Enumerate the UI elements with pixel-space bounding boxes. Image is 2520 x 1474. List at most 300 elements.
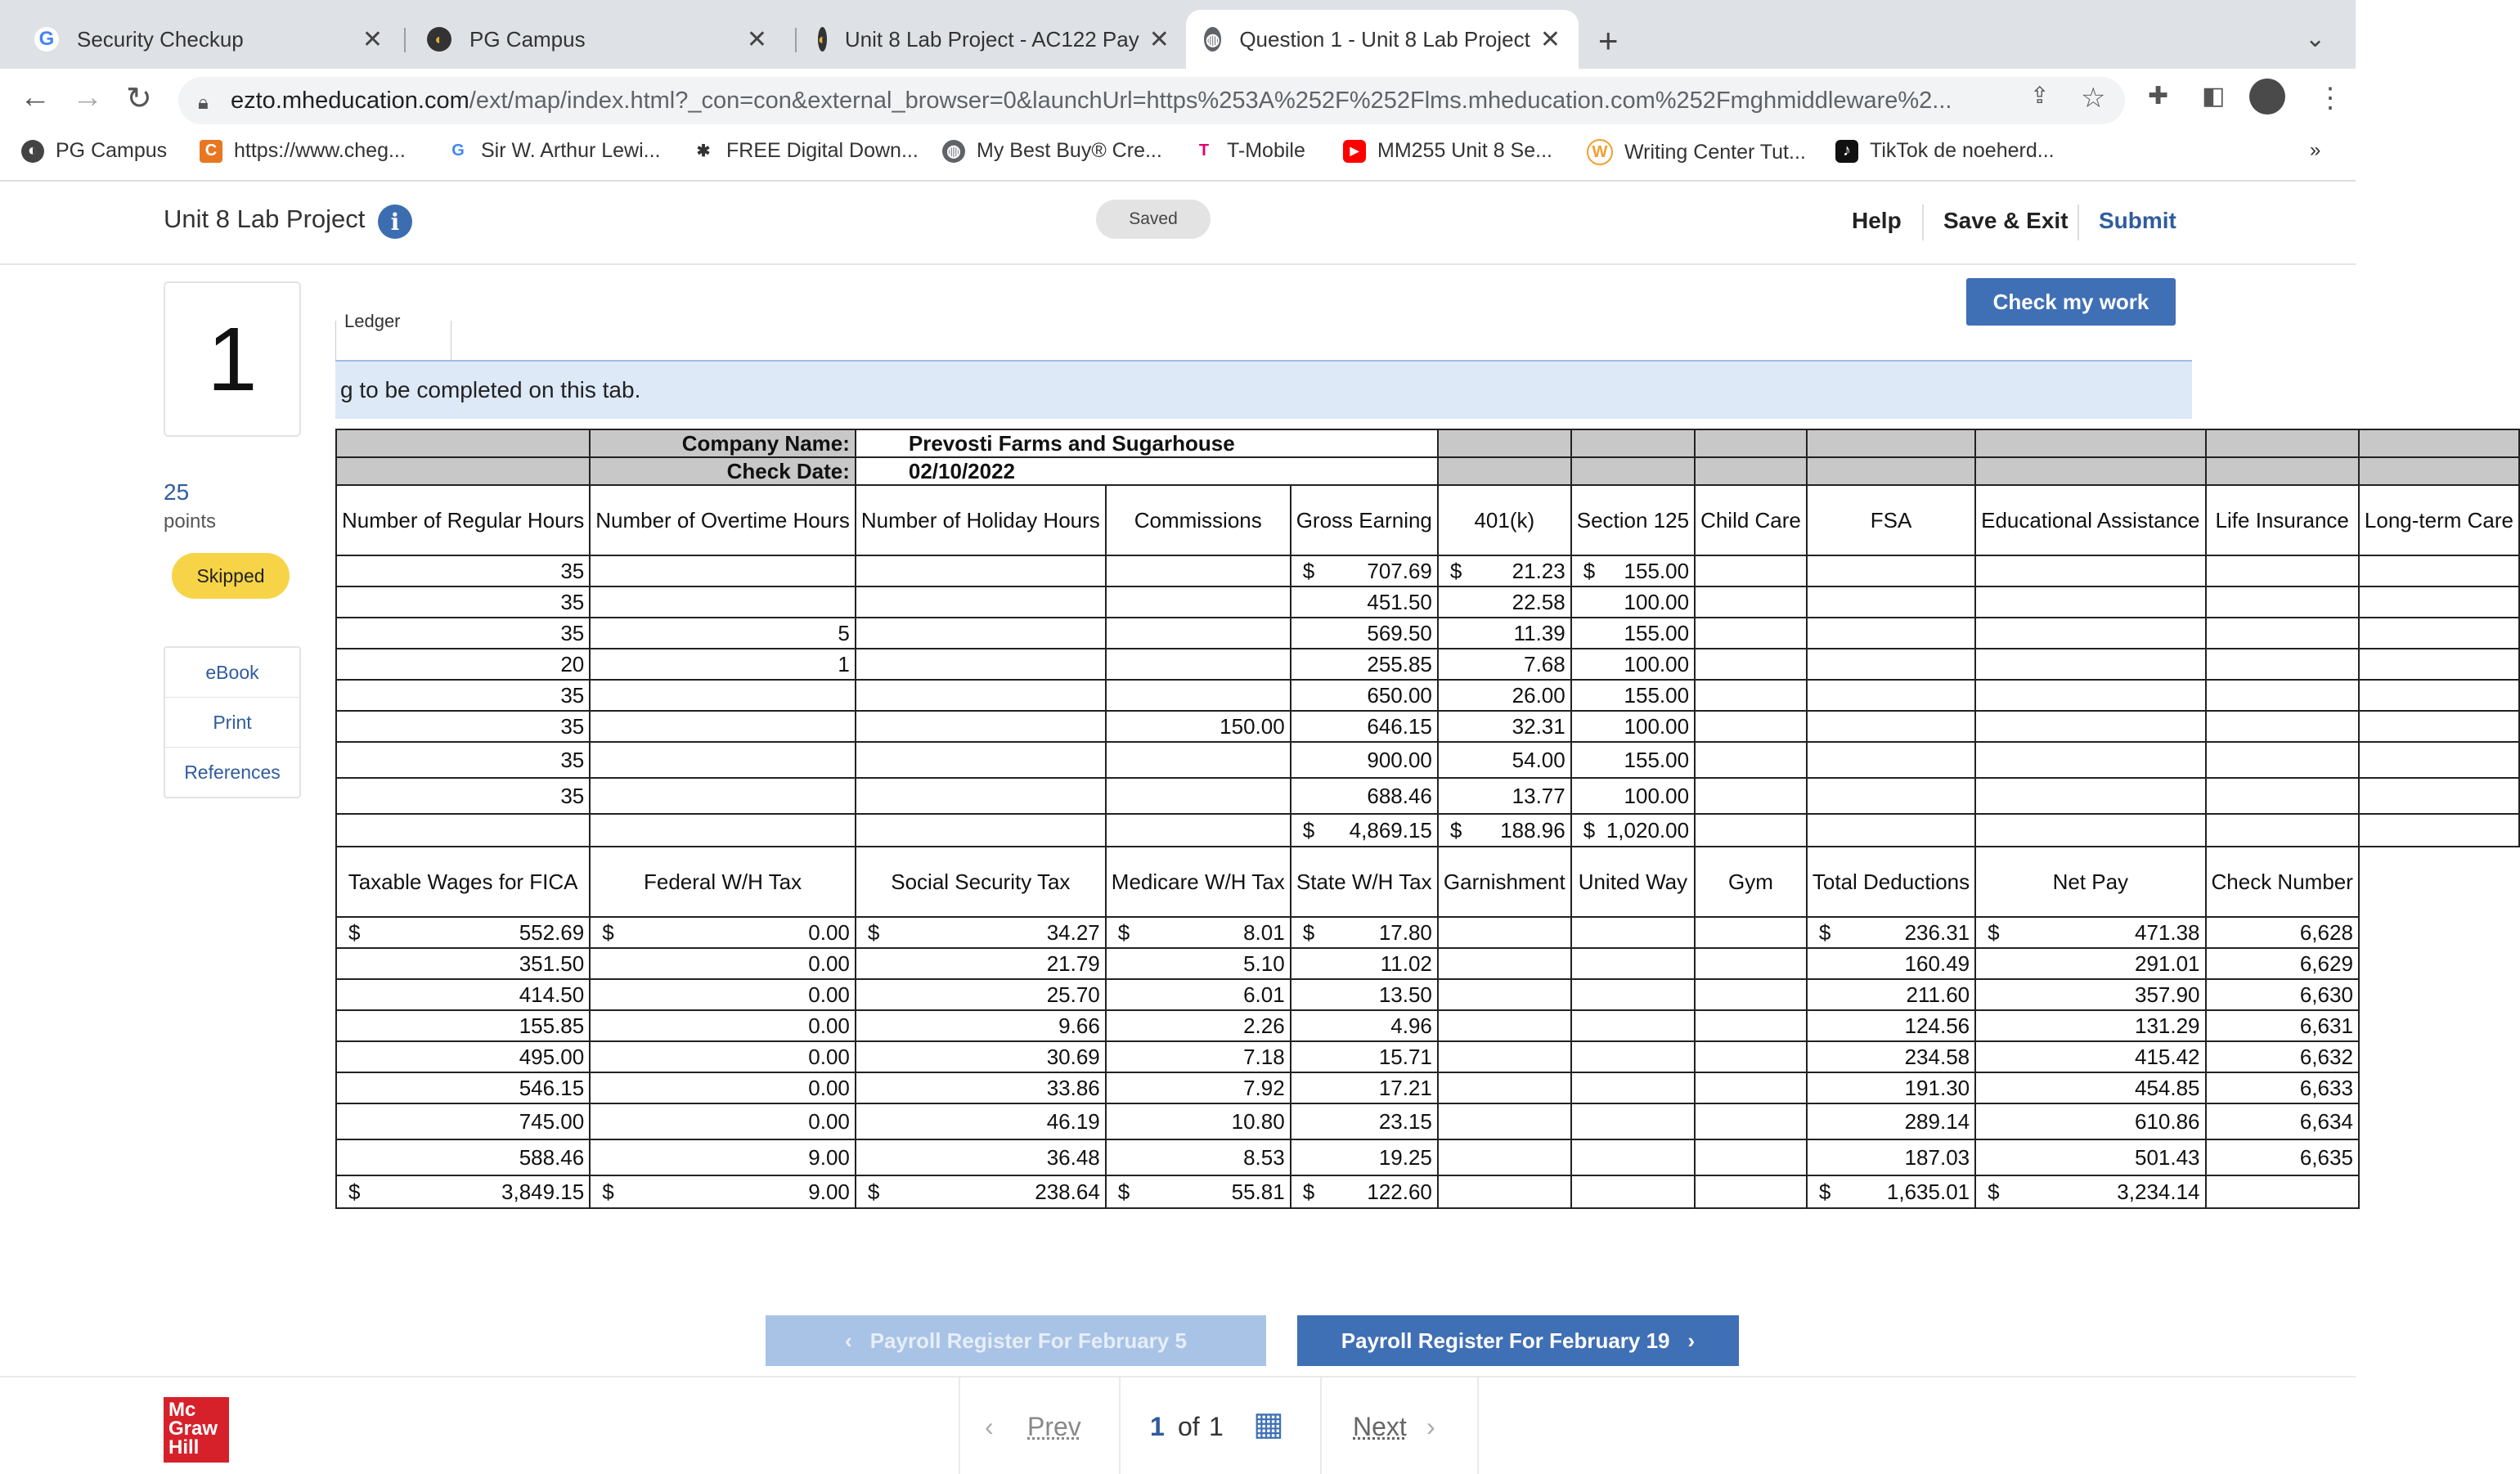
- input-cell[interactable]: [1291, 586, 1438, 618]
- ebook-link[interactable]: eBook: [165, 648, 299, 698]
- input-cell[interactable]: [2206, 649, 2359, 680]
- company-name-label: [590, 429, 856, 457]
- input-cell[interactable]: [1106, 742, 1291, 778]
- input-cell[interactable]: [1975, 778, 2205, 814]
- cell-value: Section 125: [1576, 507, 1690, 533]
- input-cell[interactable]: [856, 1010, 1106, 1041]
- cell-value: 188.96: [1500, 817, 1565, 843]
- cell-value: 588.46: [519, 1144, 585, 1170]
- input-cell[interactable]: [1975, 711, 2205, 742]
- input-cell[interactable]: [1571, 778, 1695, 814]
- input-cell[interactable]: [336, 555, 590, 586]
- input-cell[interactable]: [1571, 586, 1695, 618]
- input-cell[interactable]: [1291, 979, 1438, 1010]
- deductions-total: [1807, 1175, 1975, 1208]
- input-cell[interactable]: [1291, 618, 1438, 649]
- input-cell[interactable]: [590, 1010, 856, 1041]
- input-cell[interactable]: [856, 778, 1106, 814]
- input-cell[interactable]: [1695, 649, 1807, 680]
- browser-tab-unit8-ac122[interactable]: [800, 10, 1176, 69]
- cell-value: 9.00: [808, 1179, 850, 1204]
- address-bar[interactable]: [178, 77, 2125, 124]
- input-cell[interactable]: [590, 948, 856, 979]
- empty-cell: [1695, 814, 1807, 847]
- profile-avatar[interactable]: [2249, 79, 2285, 115]
- input-cell[interactable]: [1291, 649, 1438, 680]
- input-cell[interactable]: [336, 1041, 590, 1072]
- input-cell[interactable]: [1807, 1010, 1975, 1041]
- input-cell[interactable]: [1695, 586, 1807, 618]
- cell-value: Check Number: [2211, 869, 2353, 894]
- cell-value: Prevosti Farms and Sugarhouse: [908, 430, 1235, 456]
- input-cell[interactable]: [1975, 742, 2205, 778]
- cell-value: 357.90: [2134, 982, 2200, 1007]
- cell-value: Number of Regular Hours: [342, 507, 585, 533]
- input-cell[interactable]: [1695, 618, 1807, 649]
- cell-value: 0.00: [808, 982, 850, 1007]
- close-tab-icon[interactable]: ✕: [746, 25, 767, 53]
- chevron-right-icon: ›: [1426, 1412, 1435, 1441]
- pager-divider: [1119, 1377, 1121, 1474]
- input-cell[interactable]: [1571, 555, 1695, 586]
- column-header: [1291, 485, 1438, 555]
- input-cell[interactable]: [336, 586, 590, 618]
- column-header: [2206, 485, 2359, 555]
- input-cell[interactable]: [2359, 618, 2519, 649]
- input-cell[interactable]: [1571, 1139, 1695, 1175]
- cell-value: 1,020.00: [1606, 817, 1690, 843]
- save-exit-link[interactable]: Save & Exit: [1943, 208, 2069, 233]
- input-cell[interactable]: [856, 555, 1106, 586]
- tab-title: Question 1 - Unit 8 Lab Project: [1239, 26, 1530, 52]
- bookmark-t-mobile[interactable]: [1193, 139, 1305, 163]
- input-cell[interactable]: [336, 711, 590, 742]
- input-cell[interactable]: [1571, 1103, 1695, 1139]
- input-cell[interactable]: [1291, 778, 1438, 814]
- prev-question-link[interactable]: Prev: [1027, 1412, 1081, 1441]
- input-cell[interactable]: [1975, 586, 2205, 618]
- column-header: [2359, 485, 2519, 555]
- input-cell[interactable]: [1291, 1139, 1438, 1175]
- cell-value: 155.00: [1624, 747, 1690, 772]
- input-cell[interactable]: [2359, 680, 2519, 711]
- input-cell[interactable]: [590, 778, 856, 814]
- cell-value: 32.31: [1512, 713, 1565, 739]
- input-cell[interactable]: [336, 1139, 590, 1175]
- input-cell[interactable]: [1106, 711, 1291, 742]
- input-cell[interactable]: [856, 1103, 1106, 1139]
- header-divider: [2078, 204, 2079, 240]
- input-cell[interactable]: [1975, 948, 2205, 979]
- bookmark-best-buy[interactable]: [942, 139, 1162, 163]
- grey-cell: [1438, 429, 1571, 457]
- cell-value: 289.14: [1904, 1108, 1970, 1134]
- google-icon: G: [447, 140, 469, 163]
- input-cell[interactable]: [1695, 948, 1807, 979]
- input-cell[interactable]: [1438, 680, 1571, 711]
- cell-value: 35: [560, 589, 585, 614]
- input-cell[interactable]: [1571, 618, 1695, 649]
- input-cell[interactable]: [1291, 917, 1438, 948]
- input-cell[interactable]: [1975, 1010, 2205, 1041]
- input-cell[interactable]: [1438, 618, 1571, 649]
- input-cell[interactable]: [1975, 555, 2205, 586]
- tab-search-chevron-icon[interactable]: ⌄: [2305, 25, 2326, 52]
- next-sheet-button[interactable]: [1297, 1315, 1739, 1366]
- input-cell[interactable]: [1807, 1041, 1975, 1072]
- cell-value: 33.86: [1046, 1075, 1100, 1100]
- empty-cell: [2359, 1139, 2519, 1175]
- input-cell[interactable]: [590, 680, 856, 711]
- points-label: points: [164, 510, 217, 533]
- bookmark-tiktok[interactable]: [1835, 139, 2055, 163]
- new-tab-icon[interactable]: +: [1598, 21, 1619, 60]
- input-cell[interactable]: [1571, 711, 1695, 742]
- input-cell[interactable]: [1571, 1041, 1695, 1072]
- input-cell[interactable]: [2359, 586, 2519, 618]
- browser-menu-icon[interactable]: ⋮: [2316, 83, 2344, 114]
- input-cell[interactable]: [590, 742, 856, 778]
- input-cell[interactable]: [856, 742, 1106, 778]
- input-cell[interactable]: [1695, 1139, 1807, 1175]
- input-cell[interactable]: [2206, 586, 2359, 618]
- cell-value: Taxable Wages for FICA: [348, 869, 578, 894]
- input-cell[interactable]: [2206, 711, 2359, 742]
- print-link[interactable]: Print: [165, 698, 299, 748]
- check-my-work-button[interactable]: Check my work: [1966, 278, 2176, 326]
- ledger-tab[interactable]: [335, 311, 451, 361]
- cell-value: 5.10: [1243, 950, 1285, 976]
- input-cell[interactable]: [336, 778, 590, 814]
- input-cell[interactable]: [1807, 680, 1975, 711]
- input-cell[interactable]: [1438, 586, 1571, 618]
- input-cell[interactable]: [2206, 618, 2359, 649]
- input-cell[interactable]: [1695, 742, 1807, 778]
- input-cell[interactable]: [1438, 1139, 1571, 1175]
- input-cell[interactable]: [1807, 917, 1975, 948]
- input-cell[interactable]: [1438, 1103, 1571, 1139]
- input-cell[interactable]: [1438, 555, 1571, 586]
- input-cell[interactable]: [1975, 917, 2205, 948]
- url-text[interactable]: [231, 88, 2063, 115]
- input-cell[interactable]: [1807, 1139, 1975, 1175]
- input-cell[interactable]: [2359, 649, 2519, 680]
- input-cell[interactable]: [1438, 778, 1571, 814]
- column-header: [1695, 847, 1807, 917]
- cell-value: 0.00: [808, 950, 850, 976]
- input-cell[interactable]: [1695, 711, 1807, 742]
- section-125-total: [1571, 814, 1695, 847]
- bookmark-sir-arthur-lewis[interactable]: [447, 139, 661, 163]
- input-cell[interactable]: [2206, 680, 2359, 711]
- input-cell[interactable]: [1291, 742, 1438, 778]
- cell-value: 495.00: [519, 1044, 585, 1069]
- url-path: /ext/map/index.html?_con=con&external_browser=0&launchUrl=https%253A%252F%252Flms.mheducation.com%252Fmghmiddleware%2...: [469, 87, 1952, 114]
- submit-link[interactable]: Submit: [2099, 208, 2176, 233]
- input-cell[interactable]: [1438, 742, 1571, 778]
- input-cell[interactable]: [1106, 1010, 1291, 1041]
- cell-value: 100.00: [1624, 713, 1690, 739]
- input-cell[interactable]: [1571, 742, 1695, 778]
- browser-tab-security-checkup[interactable]: [16, 10, 401, 69]
- input-cell[interactable]: [1106, 1041, 1291, 1072]
- input-cell[interactable]: [2206, 1041, 2359, 1072]
- close-tab-icon[interactable]: ✕: [1539, 25, 1561, 53]
- input-cell[interactable]: [336, 742, 590, 778]
- browser-tab-question-1[interactable]: [1186, 10, 1579, 69]
- input-cell[interactable]: [1571, 1072, 1695, 1103]
- bookmark-label: PG Campus: [56, 139, 168, 162]
- input-cell[interactable]: [1807, 1072, 1975, 1103]
- cell-value: 35: [560, 682, 585, 708]
- cell-value: 11.39: [1513, 620, 1565, 645]
- cell-value: 0.00: [808, 1108, 850, 1134]
- input-cell[interactable]: [1106, 917, 1291, 948]
- deductions-row: [336, 917, 2519, 948]
- input-cell[interactable]: [1975, 618, 2205, 649]
- input-cell[interactable]: [1106, 586, 1291, 618]
- input-cell[interactable]: [2206, 742, 2359, 778]
- bookmark-label: TikTok de noeherd...: [1870, 139, 2055, 162]
- input-cell[interactable]: [1695, 1103, 1807, 1139]
- input-cell[interactable]: [1106, 948, 1291, 979]
- input-cell[interactable]: [2206, 1010, 2359, 1041]
- input-cell[interactable]: [1975, 979, 2205, 1010]
- input-cell[interactable]: [856, 1139, 1106, 1175]
- input-cell[interactable]: [1695, 1041, 1807, 1072]
- input-cell[interactable]: [1807, 778, 1975, 814]
- input-cell[interactable]: [1291, 680, 1438, 711]
- input-cell[interactable]: [336, 917, 590, 948]
- input-cell[interactable]: [1975, 649, 2205, 680]
- input-cell[interactable]: [1106, 979, 1291, 1010]
- input-cell[interactable]: [856, 948, 1106, 979]
- input-cell[interactable]: [1807, 742, 1975, 778]
- input-cell[interactable]: [856, 979, 1106, 1010]
- currency-symbol: $: [1583, 817, 1596, 843]
- cell-value: 124.56: [1904, 1013, 1970, 1038]
- input-cell[interactable]: [590, 618, 856, 649]
- input-cell[interactable]: [1106, 1103, 1291, 1139]
- input-cell[interactable]: [1438, 917, 1571, 948]
- input-cell[interactable]: [1106, 1139, 1291, 1175]
- input-cell[interactable]: [1106, 555, 1291, 586]
- help-link[interactable]: Help: [1852, 208, 1902, 233]
- extensions-puzzle-icon[interactable]: ✚: [2148, 83, 2169, 110]
- empty-cell: [1695, 1175, 1807, 1208]
- input-cell[interactable]: [1291, 555, 1438, 586]
- grid-view-icon[interactable]: ▦: [1253, 1406, 1284, 1442]
- input-cell[interactable]: [2206, 1103, 2359, 1139]
- cell-value: 11.02: [1380, 950, 1432, 976]
- input-cell[interactable]: [1438, 1041, 1571, 1072]
- check-date-row: [336, 457, 2519, 485]
- input-cell[interactable]: [856, 1072, 1106, 1103]
- input-cell[interactable]: [1975, 1041, 2205, 1072]
- cell-value: 155.00: [1624, 620, 1690, 645]
- currency-symbol: $: [1302, 919, 1315, 945]
- input-cell[interactable]: [1807, 979, 1975, 1010]
- input-cell[interactable]: [1438, 948, 1571, 979]
- more-bookmarks-icon[interactable]: »: [2310, 139, 2321, 161]
- input-cell[interactable]: [856, 649, 1106, 680]
- input-cell[interactable]: [1975, 1139, 2205, 1175]
- input-cell[interactable]: [336, 649, 590, 680]
- cell-value: FSA: [1870, 507, 1912, 533]
- input-cell[interactable]: [1438, 979, 1571, 1010]
- cell-value: Commissions: [1134, 507, 1262, 533]
- input-cell[interactable]: [590, 1072, 856, 1103]
- input-cell[interactable]: [336, 1103, 590, 1139]
- empty-cell: [2359, 1010, 2519, 1041]
- input-cell[interactable]: [590, 1139, 856, 1175]
- input-cell[interactable]: [1695, 917, 1807, 948]
- input-cell[interactable]: [2359, 742, 2519, 778]
- column-header: [1975, 485, 2205, 555]
- input-cell[interactable]: [590, 711, 856, 742]
- input-cell[interactable]: [1106, 778, 1291, 814]
- bookmark-writing-center[interactable]: [1587, 139, 1806, 165]
- input-cell[interactable]: [1571, 680, 1695, 711]
- info-icon[interactable]: i: [378, 204, 412, 239]
- input-cell[interactable]: [1695, 680, 1807, 711]
- cell-value: Gym: [1728, 869, 1773, 894]
- input-cell[interactable]: [1695, 555, 1807, 586]
- input-cell[interactable]: [1291, 948, 1438, 979]
- input-cell[interactable]: [2359, 778, 2519, 814]
- input-cell[interactable]: [1695, 1072, 1807, 1103]
- input-cell[interactable]: [590, 1103, 856, 1139]
- input-cell[interactable]: [590, 586, 856, 618]
- currency-symbol: $: [348, 1179, 361, 1204]
- input-cell[interactable]: [2359, 555, 2519, 586]
- input-cell[interactable]: [1291, 1103, 1438, 1139]
- input-cell[interactable]: [1807, 1103, 1975, 1139]
- cell-value: 187.03: [1904, 1144, 1970, 1170]
- input-cell[interactable]: [1106, 649, 1291, 680]
- input-cell[interactable]: [2206, 948, 2359, 979]
- cell-value: 501.43: [2134, 1144, 2200, 1170]
- input-cell[interactable]: [2206, 1072, 2359, 1103]
- input-cell[interactable]: [590, 1041, 856, 1072]
- input-cell[interactable]: [590, 649, 856, 680]
- input-cell[interactable]: [1571, 948, 1695, 979]
- input-cell[interactable]: [1807, 649, 1975, 680]
- input-cell[interactable]: [856, 680, 1106, 711]
- input-cell[interactable]: [2206, 917, 2359, 948]
- input-cell[interactable]: [856, 1041, 1106, 1072]
- grey-cell: [1571, 457, 1695, 485]
- input-cell[interactable]: [1807, 711, 1975, 742]
- reload-icon[interactable]: ↻: [126, 82, 152, 116]
- bookmark-star-icon[interactable]: ☆: [2081, 83, 2106, 114]
- previous-sheet-button[interactable]: [766, 1315, 1266, 1366]
- close-tab-icon[interactable]: ✕: [1148, 25, 1170, 53]
- bookmark-free-digital[interactable]: [692, 139, 919, 163]
- input-cell[interactable]: [1291, 1010, 1438, 1041]
- input-cell[interactable]: [1106, 680, 1291, 711]
- input-cell[interactable]: [1807, 586, 1975, 618]
- input-cell[interactable]: [1106, 1072, 1291, 1103]
- forward-arrow-icon[interactable]: →: [72, 80, 103, 115]
- references-link[interactable]: References: [184, 761, 281, 783]
- input-cell[interactable]: [336, 979, 590, 1010]
- input-cell[interactable]: [2206, 1139, 2359, 1175]
- input-cell[interactable]: [1291, 711, 1438, 742]
- currency-symbol: $: [1818, 1179, 1831, 1204]
- input-cell[interactable]: [1807, 618, 1975, 649]
- input-cell[interactable]: [1291, 1072, 1438, 1103]
- input-cell[interactable]: [1571, 917, 1695, 948]
- input-cell[interactable]: [856, 586, 1106, 618]
- input-cell[interactable]: [2206, 979, 2359, 1010]
- cell-value: 291.01: [2134, 950, 2200, 976]
- input-cell[interactable]: [1695, 1010, 1807, 1041]
- lock-icon[interactable]: 🔒︎: [198, 92, 209, 114]
- cell-value: Child Care: [1700, 507, 1801, 533]
- input-cell[interactable]: [590, 917, 856, 948]
- input-cell[interactable]: [1807, 555, 1975, 586]
- currency-symbol: $: [867, 919, 880, 945]
- back-arrow-icon[interactable]: ←: [20, 80, 51, 115]
- bookmark-pg-campus[interactable]: [21, 139, 167, 163]
- input-cell[interactable]: [336, 948, 590, 979]
- input-cell[interactable]: [336, 680, 590, 711]
- input-cell[interactable]: [2206, 778, 2359, 814]
- cell-value: 55.81: [1231, 1179, 1285, 1204]
- input-cell[interactable]: [1106, 618, 1291, 649]
- payroll-register-sheet: [335, 429, 2513, 1301]
- input-cell[interactable]: [1571, 649, 1695, 680]
- input-cell[interactable]: [590, 555, 856, 586]
- input-cell[interactable]: [1807, 948, 1975, 979]
- side-panel-icon[interactable]: ◧: [2202, 83, 2226, 110]
- input-cell[interactable]: [1975, 1072, 2205, 1103]
- input-cell[interactable]: [336, 1072, 590, 1103]
- input-cell[interactable]: [590, 979, 856, 1010]
- input-cell[interactable]: [1571, 1010, 1695, 1041]
- input-cell[interactable]: [1975, 680, 2205, 711]
- input-cell[interactable]: [1571, 979, 1695, 1010]
- input-cell[interactable]: [1438, 1072, 1571, 1103]
- input-cell[interactable]: [336, 1010, 590, 1041]
- column-header: [1438, 485, 1571, 555]
- input-cell[interactable]: [336, 618, 590, 649]
- input-cell[interactable]: [1438, 711, 1571, 742]
- input-cell[interactable]: [1438, 649, 1571, 680]
- input-cell[interactable]: [1438, 1010, 1571, 1041]
- empty-cell: [2359, 917, 2519, 948]
- input-cell[interactable]: [2206, 555, 2359, 586]
- bookmark-mm255[interactable]: [1343, 139, 1552, 163]
- input-cell[interactable]: [856, 711, 1106, 742]
- input-cell[interactable]: [1695, 778, 1807, 814]
- input-cell[interactable]: [1291, 1041, 1438, 1072]
- input-cell[interactable]: [1695, 979, 1807, 1010]
- grey-cell: [1807, 457, 1975, 485]
- input-cell[interactable]: [856, 917, 1106, 948]
- input-cell[interactable]: [2359, 711, 2519, 742]
- share-icon[interactable]: ⇪: [2030, 83, 2050, 108]
- bookmark-chegg[interactable]: [200, 139, 406, 163]
- browser-tab-pg-campus[interactable]: [409, 10, 785, 69]
- input-cell[interactable]: [1975, 1103, 2205, 1139]
- grey-cell: [2206, 457, 2359, 485]
- cell-value: 1: [838, 651, 850, 676]
- close-tab-icon[interactable]: ✕: [362, 25, 383, 53]
- next-question-link[interactable]: Next: [1353, 1412, 1407, 1441]
- input-cell[interactable]: [856, 618, 1106, 649]
